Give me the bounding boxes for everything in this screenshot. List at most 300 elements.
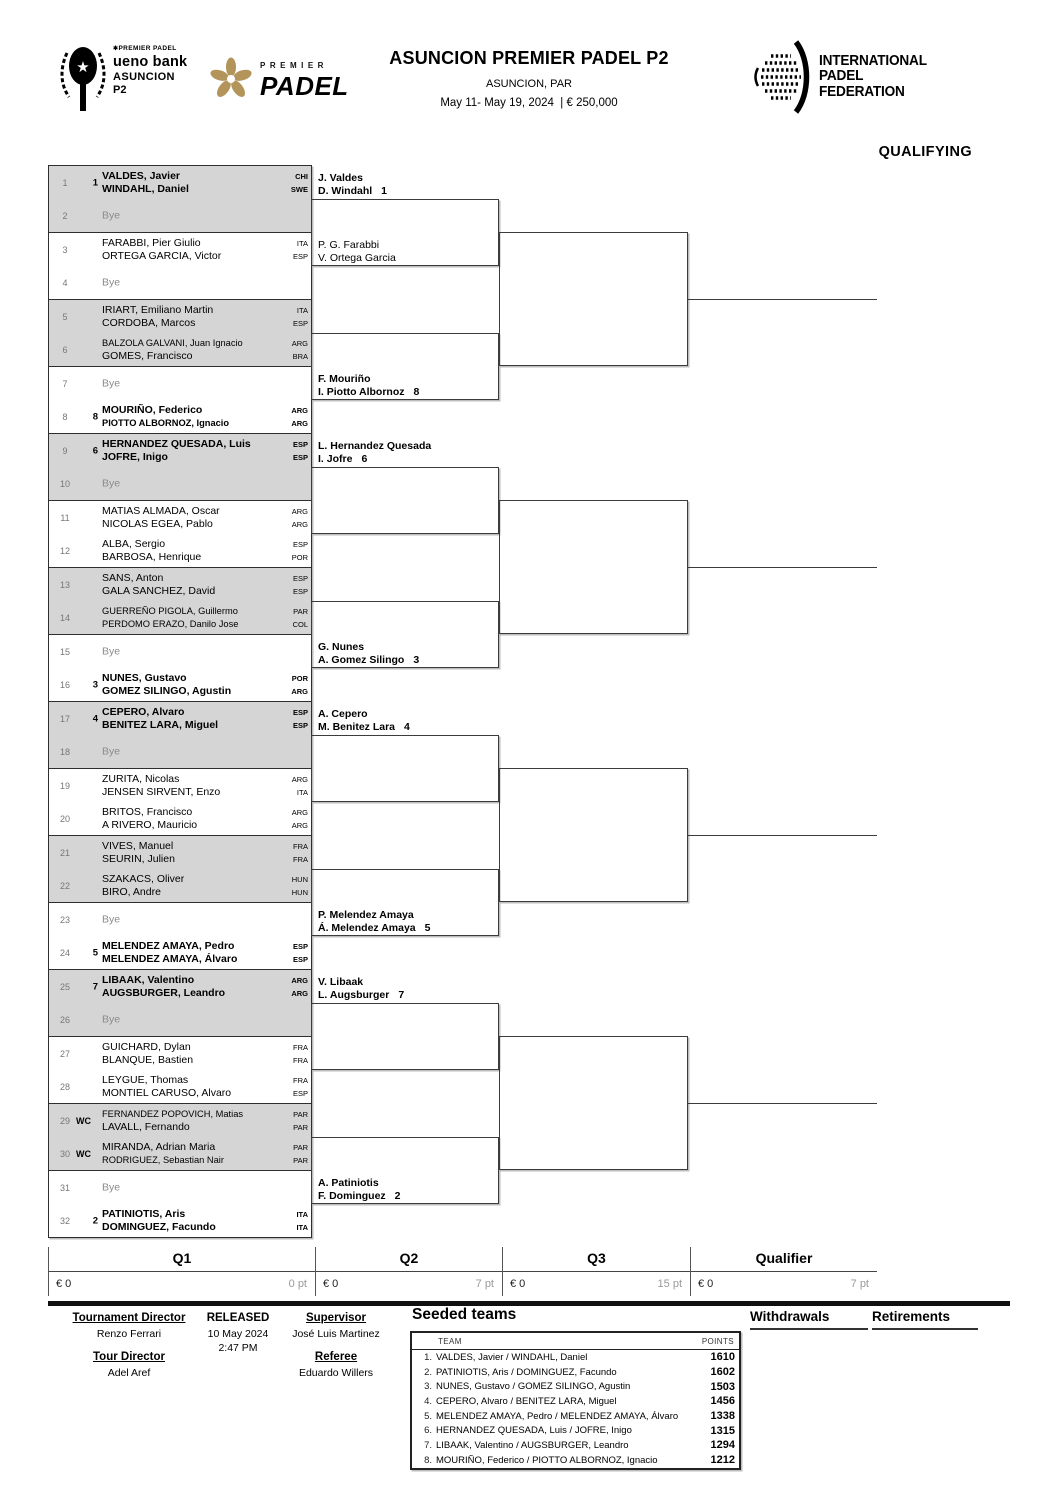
- advancing-team-label: [318, 1173, 513, 1203]
- match-pair: [48, 634, 312, 702]
- event-logo: [58, 44, 187, 116]
- country-code: ESP: [292, 573, 308, 583]
- seed-rank: 5.: [424, 1410, 432, 1422]
- player-name: GUICHARD, Dylan: [102, 1040, 191, 1053]
- country-codes: [292, 773, 308, 799]
- player-name: BRITOS, Francisco: [102, 805, 193, 818]
- team-names: [102, 572, 275, 598]
- advancing-team-label: [318, 704, 513, 734]
- bye-label: Bye: [102, 1181, 121, 1193]
- directors-block: [56, 1312, 202, 1390]
- premier-label: PREMIER: [260, 60, 328, 70]
- seed-rank: 2.: [424, 1366, 432, 1378]
- match-pair: [48, 232, 312, 300]
- country-code: FRA: [293, 1055, 308, 1065]
- advancing-player-1: J. Valdes: [318, 171, 363, 184]
- tournament-director-name: Renzo Ferrari: [96, 1328, 162, 1340]
- player-name: PERDOMO ERAZO, Danilo Jose: [102, 618, 239, 629]
- premier-padel-wordmark: ✱PREMIER PADEL: [113, 45, 177, 52]
- bracket-slot: [49, 1104, 311, 1137]
- slot-number: 22: [59, 880, 70, 891]
- padel-label: PADEL: [260, 70, 349, 101]
- match-pair: [48, 701, 312, 769]
- team-names: [102, 1208, 275, 1234]
- bracket-slot: [49, 333, 311, 366]
- team-names: [102, 170, 275, 196]
- team-names: [102, 940, 275, 966]
- player-name: LAVALL, Fernando: [102, 1120, 190, 1133]
- bracket-slot: [49, 735, 311, 768]
- advancing-player-2: Á. Melendez Amaya 5: [318, 921, 431, 934]
- slot-number: 15: [59, 646, 70, 657]
- event-city: ASUNCION: [113, 71, 175, 83]
- country-code: ITA: [296, 1209, 308, 1219]
- round3-match-box: [499, 500, 688, 634]
- advancing-team-label: [318, 436, 513, 466]
- team-names: [102, 1108, 275, 1134]
- team-names: [102, 237, 275, 263]
- released-date: 10 May 2024: [207, 1328, 269, 1340]
- slot-number: 11: [60, 512, 70, 523]
- country-code: ESP: [292, 318, 308, 328]
- player-name: GUERREÑO PIGOLA, Guillermo: [102, 605, 238, 616]
- advancing-player-2: F. Dominguez 2: [318, 1189, 401, 1202]
- country-code: ARG: [291, 519, 308, 529]
- seed-team-name: MELENDEZ AMAYA, Pedro / MELENDEZ AMAYA, Álvaro: [436, 1410, 679, 1422]
- country-codes: [293, 706, 308, 732]
- country-code: ARG: [291, 820, 308, 830]
- country-codes: [292, 538, 308, 564]
- bracket-slot: [49, 534, 311, 567]
- qualifier-line: [688, 299, 877, 300]
- country-code: ESP: [292, 539, 308, 549]
- advancing-player-1: A. Patiniotis: [318, 1176, 379, 1189]
- player-name: CEPERO, Alvaro: [102, 705, 185, 718]
- country-code: ESP: [292, 954, 308, 964]
- team-names: [102, 773, 275, 799]
- bracket-slot: [49, 1204, 311, 1237]
- bye-label: Bye: [102, 913, 121, 925]
- premier-padel-flower-icon: [210, 56, 252, 104]
- player-name: MATIAS ALMADA, Oscar: [102, 504, 220, 517]
- advancing-player-2: D. Windahl 1: [318, 184, 387, 197]
- advancing-team-label: [318, 369, 513, 399]
- country-codes: [292, 337, 308, 363]
- team-names: [102, 745, 275, 758]
- round-column: [502, 1247, 690, 1296]
- advancing-player-2: I. Piotto Albornoz 8: [318, 385, 420, 398]
- match-pair: [48, 835, 312, 903]
- advancing-seed-number: 5: [424, 921, 431, 934]
- tournament-dates-prize: May 11- May 19, 2024 | € 250,000: [440, 97, 618, 109]
- team-names: [102, 438, 275, 464]
- qualifier-line: [688, 835, 877, 836]
- sponsor-name: ueno bank: [113, 53, 188, 70]
- team-names: [102, 913, 275, 926]
- round-header-underline: [316, 1271, 502, 1272]
- country-code: ARG: [291, 506, 308, 516]
- seed-rank: 4.: [424, 1395, 432, 1407]
- round-points: 7 pt: [475, 1278, 494, 1290]
- team-names: [102, 1074, 275, 1100]
- advancing-team-label: [318, 168, 513, 198]
- bracket-slot: [49, 869, 311, 902]
- country-codes: [293, 940, 308, 966]
- event-tier: P2: [113, 84, 127, 96]
- player-name: ZURITA, Nicolas: [102, 772, 180, 785]
- advancing-player-1: G. Nunes: [318, 640, 365, 653]
- country-code: ITA: [296, 305, 308, 315]
- released-block: [198, 1312, 278, 1365]
- team-names: [102, 806, 275, 832]
- player-name: BLANQUE, Bastien: [102, 1053, 194, 1066]
- match-pair: [48, 969, 312, 1037]
- advancing-seed-number: 7: [398, 988, 405, 1001]
- qualifier-line: [688, 1103, 877, 1104]
- country-codes: [293, 572, 308, 598]
- advancing-team-label: [318, 905, 513, 935]
- seed-number: 8: [92, 411, 98, 422]
- bracket-slot: [49, 400, 311, 433]
- bye-label: Bye: [102, 276, 121, 288]
- seeded-team-row: [412, 1350, 739, 1365]
- advancing-seed-number: 4: [404, 720, 410, 733]
- country-codes: [293, 840, 308, 866]
- bracket-slot: [49, 501, 311, 534]
- padel-racket-icon: [58, 44, 108, 116]
- premier-padel-logo: [210, 56, 349, 104]
- country-codes: [291, 170, 308, 196]
- bracket-slot: [49, 668, 311, 701]
- country-code: ESP: [292, 439, 308, 449]
- bye-label: Bye: [102, 745, 121, 757]
- seed-team-points: 1212: [710, 1454, 735, 1467]
- slot-number: 29: [59, 1115, 70, 1126]
- slot-number: 32: [59, 1215, 70, 1226]
- advancing-player-1: A. Cepero: [318, 707, 368, 720]
- advancing-seed-number: 2: [394, 1189, 401, 1202]
- bracket-slot: [49, 635, 311, 668]
- slot-number: 1: [62, 177, 68, 188]
- player-name: MELENDEZ AMAYA, Pedro: [102, 939, 235, 952]
- player-name: LIBAAK, Valentino: [102, 973, 195, 986]
- country-code: ESP: [292, 941, 308, 951]
- player-name: NICOLAS EGEA, Pablo: [102, 517, 213, 530]
- country-code: ITA: [296, 787, 308, 797]
- country-codes: [293, 1141, 308, 1167]
- country-code: ESP: [292, 1088, 308, 1098]
- country-code: BRA: [292, 351, 308, 361]
- country-codes: [293, 605, 308, 631]
- advancing-team-label: [318, 637, 513, 667]
- country-code: ESP: [292, 707, 308, 717]
- match-pair: [48, 1103, 312, 1171]
- advancing-player-1: F. Mouriño: [318, 372, 371, 385]
- slot-number: 2: [62, 210, 68, 221]
- seed-team-name: LIBAAK, Valentino / AUGSBURGER, Leandro: [436, 1439, 629, 1451]
- tournament-location: ASUNCION, PAR: [486, 78, 572, 90]
- star-icon: ✱: [113, 46, 119, 52]
- player-name: PATINIOTIS, Aris: [102, 1207, 186, 1220]
- player-name: DOMINGUEZ, Facundo: [102, 1220, 216, 1233]
- player-name: ORTEGA GARCIA, Victor: [102, 249, 222, 262]
- advancing-seed-number: 6: [361, 452, 368, 465]
- advancing-player-1: P. Melendez Amaya: [318, 908, 414, 921]
- player-name: HERNANDEZ QUESADA, Luis: [102, 437, 251, 450]
- team-names: [102, 974, 275, 1000]
- round-label: Q3: [587, 1250, 606, 1266]
- team-names: [102, 276, 275, 289]
- match-pair: [48, 567, 312, 635]
- round-label: Qualifier: [755, 1250, 813, 1266]
- player-name: FERNANDEZ POPOVICH, Matias: [102, 1108, 244, 1119]
- tournament-header: [329, 48, 729, 109]
- slot-number: 21: [59, 847, 70, 858]
- bracket-slot: [49, 300, 311, 333]
- slot-number: 16: [59, 679, 70, 690]
- country-code: CHI: [295, 171, 308, 181]
- seeded-team-row: [412, 1394, 739, 1409]
- player-name: VALDES, Javier: [102, 169, 181, 182]
- seed-rank: 7.: [424, 1439, 432, 1451]
- referee-label: Referee: [314, 1351, 358, 1363]
- country-code: ARG: [291, 774, 308, 784]
- qualifier-line: [688, 567, 877, 568]
- player-name: BALZOLA GALVANI, Juan Ignacio: [102, 337, 243, 348]
- bracket-slot: [49, 367, 311, 400]
- round2-match-box: [311, 735, 499, 802]
- match-pair: [48, 165, 312, 233]
- seeded-team-row: [412, 1453, 739, 1468]
- bracket-slot: [49, 199, 311, 232]
- slot-number: 18: [59, 746, 70, 757]
- advancing-seed-number: 1: [381, 184, 387, 197]
- slot-number: 5: [62, 311, 68, 322]
- seed-number: 1: [92, 177, 98, 188]
- match-pair: [48, 1036, 312, 1104]
- player-name: SANS, Anton: [102, 571, 164, 584]
- slot-number: 24: [59, 947, 70, 958]
- player-name: LEYGUE, Thomas: [102, 1073, 189, 1086]
- bracket-slot: [49, 434, 311, 467]
- country-code: HUN: [291, 874, 308, 884]
- country-codes: [293, 1108, 308, 1134]
- match-pair: [48, 768, 312, 836]
- team-names: [102, 304, 275, 330]
- player-name: MELENDEZ AMAYA, Álvaro: [102, 952, 238, 965]
- country-codes: [293, 237, 308, 263]
- country-codes: [293, 304, 308, 330]
- team-names: [102, 377, 275, 390]
- bracket-slot: [49, 1037, 311, 1070]
- country-codes: [292, 873, 308, 899]
- seed-team-points: 1456: [710, 1395, 735, 1408]
- rounds-summary-bar: [48, 1247, 877, 1296]
- released-label: RELEASED: [206, 1312, 270, 1324]
- team-names: [102, 404, 275, 430]
- slot-number: 6: [62, 344, 68, 355]
- country-code: ITA: [296, 238, 308, 248]
- bracket-slot: [49, 936, 311, 969]
- seeded-teams-header: [412, 1333, 739, 1350]
- team-names: [102, 645, 275, 658]
- match-pair: [48, 500, 312, 568]
- seed-number: 3: [92, 679, 98, 690]
- country-code: ESP: [292, 452, 308, 462]
- match-pair: [48, 299, 312, 367]
- player-name: NUNES, Gustavo: [102, 671, 187, 684]
- player-name: GALA SANCHEZ, David: [102, 584, 216, 597]
- slot-number: 8: [62, 411, 68, 422]
- team-column-header: TEAM: [438, 1336, 462, 1346]
- player-name: BENITEZ LARA, Miguel: [102, 718, 219, 731]
- round-points: 0 pt: [288, 1278, 307, 1290]
- tour-director-name: Adel Aref: [107, 1367, 151, 1379]
- round-header-underline: [49, 1271, 315, 1272]
- player-name: WINDAHL, Daniel: [102, 182, 189, 195]
- seed-rank: 3.: [424, 1381, 432, 1393]
- bracket-slot: [49, 769, 311, 802]
- bye-label: Bye: [102, 209, 121, 221]
- bracket-slot: [49, 903, 311, 936]
- player-name: GOMEZ SILINGO, Agustin: [102, 684, 232, 697]
- country-code: HUN: [291, 887, 308, 897]
- player-name: GOMES, Francisco: [102, 349, 193, 362]
- country-code: PAR: [293, 1155, 308, 1165]
- slot-number: 30: [59, 1148, 70, 1159]
- advancing-player-1: V. Libaak: [318, 975, 364, 988]
- country-code: ESP: [292, 586, 308, 596]
- advancing-player-2: V. Ortega Garcia: [318, 251, 396, 264]
- slot-number: 27: [59, 1048, 70, 1059]
- tournament-title: ASUNCION PREMIER PADEL P2: [389, 48, 669, 68]
- seed-team-points: 1294: [710, 1439, 735, 1452]
- tour-director-label: Tour Director: [93, 1351, 165, 1363]
- team-names: [102, 1041, 275, 1067]
- player-name: JENSEN SIRVENT, Enzo: [102, 785, 221, 798]
- slot-number: 10: [59, 478, 70, 489]
- seed-rank: 6.: [424, 1425, 432, 1437]
- bracket-slot: [49, 1171, 311, 1204]
- team-names: [102, 538, 275, 564]
- advancing-team-label: [318, 972, 513, 1002]
- bracket-slot: [49, 836, 311, 869]
- slot-number: 14: [59, 612, 70, 623]
- bracket-slot: [49, 1003, 311, 1036]
- country-codes: [296, 1208, 308, 1234]
- advancing-player-2: I. Jofre 6: [318, 452, 368, 465]
- advancing-player-2: M. Benitez Lara 4: [318, 720, 410, 733]
- slot-number: 25: [59, 981, 70, 992]
- player-name: MOURIÑO, Federico: [102, 403, 203, 416]
- country-code: ARG: [291, 418, 308, 428]
- country-codes: [293, 1074, 308, 1100]
- country-code: ESP: [292, 251, 308, 261]
- slot-number: 19: [59, 780, 70, 791]
- round-header-underline: [691, 1271, 877, 1272]
- round3-match-box: [499, 1036, 688, 1170]
- advancing-player-2: A. Gomez Silingo 3: [318, 653, 420, 666]
- referee-name: Eduardo Willers: [298, 1367, 374, 1379]
- country-code: FRA: [293, 841, 308, 851]
- match-pair: [48, 1170, 312, 1238]
- slot-number: 26: [59, 1014, 70, 1025]
- advancing-player-2: L. Augsburger 7: [318, 988, 405, 1001]
- country-code: SWE: [290, 184, 308, 194]
- team-names: [102, 672, 275, 698]
- player-name: RODRIGUEZ, Sebastian Nair: [102, 1154, 224, 1165]
- advancing-player-1: L. Hernandez Quesada: [318, 439, 432, 452]
- seed-team-name: CEPERO, Alvaro / BENITEZ LARA, Miguel: [436, 1395, 617, 1407]
- slot-number: 13: [59, 579, 70, 590]
- seed-team-name: PATINIOTIS, Aris / DOMINGUEZ, Facundo: [436, 1366, 617, 1378]
- footer-divider: [48, 1301, 1010, 1306]
- round3-match-box: [499, 768, 688, 902]
- wildcard-badge: WC: [76, 1115, 91, 1126]
- supervisor-label: Supervisor: [305, 1312, 367, 1324]
- bracket-slot: [49, 702, 311, 735]
- bracket-slot: [49, 266, 311, 299]
- slot-number: 3: [62, 244, 68, 255]
- seed-rank: 1.: [424, 1351, 432, 1363]
- round-label: Q2: [399, 1250, 419, 1266]
- round3-match-box: [499, 232, 688, 366]
- country-code: ARG: [291, 975, 308, 985]
- country-code: ARG: [291, 405, 308, 415]
- player-name: SEURIN, Julien: [102, 852, 175, 865]
- seed-number: 2: [92, 1215, 98, 1226]
- bracket-slot: [49, 802, 311, 835]
- advancing-team-label: [318, 235, 513, 265]
- round-column: [690, 1247, 877, 1296]
- team-names: [102, 1013, 275, 1026]
- seeded-team-row: [412, 1409, 739, 1424]
- country-codes: [293, 1041, 308, 1067]
- round-header-underline: [503, 1271, 690, 1272]
- player-name: SZAKACS, Oliver: [102, 872, 185, 885]
- player-name: AUGSBURGER, Leandro: [102, 986, 226, 999]
- player-name: PIOTTO ALBORNOZ, Ignacio: [102, 417, 230, 428]
- player-name: A RIVERO, Mauricio: [102, 818, 198, 831]
- round2-match-box: [311, 467, 499, 534]
- round-prize: € 0: [323, 1278, 339, 1290]
- country-code: ARG: [291, 686, 308, 696]
- seed-team-name: NUNES, Gustavo / GOMEZ SILINGO, Agustin: [436, 1381, 631, 1393]
- country-code: ESP: [292, 720, 308, 730]
- advancing-player-1: P. G. Farabbi: [318, 238, 380, 251]
- bracket-slot: [49, 233, 311, 266]
- player-name: BIRO, Andre: [102, 885, 161, 898]
- seeded-team-row: [412, 1423, 739, 1438]
- seeded-team-row: [412, 1365, 739, 1380]
- country-code: PAR: [293, 606, 308, 616]
- bye-label: Bye: [102, 1013, 121, 1025]
- seed-team-points: 1602: [710, 1366, 735, 1379]
- bye-label: Bye: [102, 377, 121, 389]
- slot-number: 4: [62, 277, 68, 288]
- team-names: [102, 605, 275, 631]
- points-column-header: POINTS: [701, 1336, 734, 1346]
- player-name: ALBA, Sergio: [102, 537, 166, 550]
- tournament-director-label: Tournament Director: [72, 1312, 186, 1324]
- country-code: COL: [292, 619, 308, 629]
- player-name: IRIART, Emiliano Martin: [102, 303, 214, 316]
- team-names: [102, 706, 275, 732]
- bracket-slot: [49, 1070, 311, 1103]
- seeded-teams-title: Seeded teams: [412, 1306, 517, 1323]
- ipf-ball-icon: [750, 40, 812, 114]
- player-name: MONTIEL CARUSO, Alvaro: [102, 1086, 232, 1099]
